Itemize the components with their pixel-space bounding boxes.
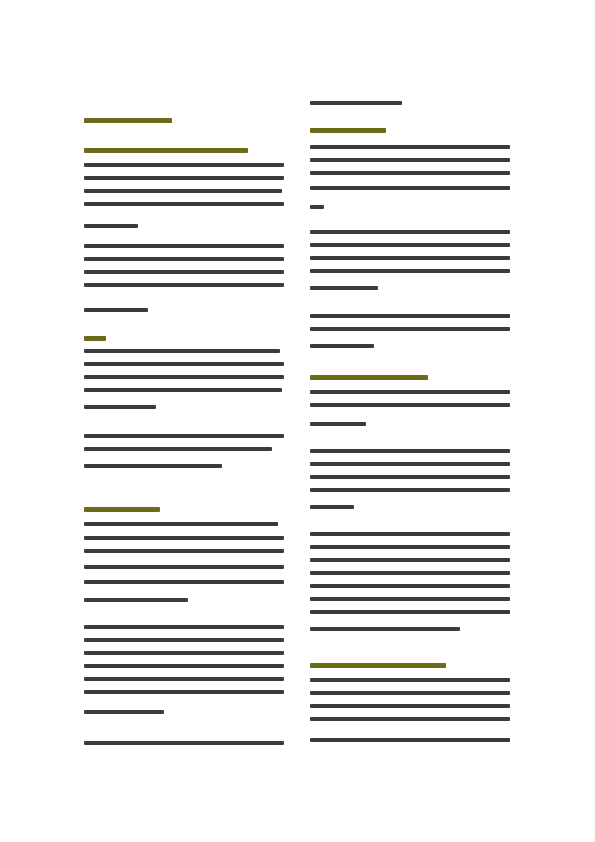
text-line <box>310 171 510 175</box>
text-line <box>310 422 366 426</box>
text-line <box>310 545 510 549</box>
text-line <box>310 145 510 149</box>
text-line <box>310 584 510 588</box>
text-line <box>310 256 510 260</box>
text-line <box>84 349 280 353</box>
text-line <box>310 691 510 695</box>
text-line <box>84 224 138 228</box>
text-line <box>310 101 402 105</box>
text-line <box>310 462 510 466</box>
text-line <box>310 627 460 631</box>
text-line <box>310 449 510 453</box>
text-line <box>310 571 510 575</box>
text-line <box>310 403 510 407</box>
text-line <box>310 678 510 682</box>
text-line <box>84 202 284 206</box>
section-heading <box>84 118 172 123</box>
text-line <box>84 549 284 553</box>
text-line <box>84 598 188 602</box>
text-line <box>310 158 510 162</box>
text-line <box>84 362 284 366</box>
text-line <box>84 405 156 409</box>
text-line <box>84 270 284 274</box>
text-line <box>310 532 510 536</box>
text-line <box>84 651 284 655</box>
text-line <box>84 690 284 694</box>
text-line <box>84 464 222 468</box>
text-line <box>310 186 510 190</box>
section-heading <box>84 148 248 153</box>
text-line <box>84 244 284 248</box>
text-line <box>310 610 510 614</box>
text-line <box>84 447 272 451</box>
text-line <box>310 738 510 742</box>
text-line <box>84 283 284 287</box>
text-line <box>310 390 510 394</box>
text-line <box>84 375 284 379</box>
text-line <box>310 314 510 318</box>
text-line <box>84 388 282 392</box>
text-line <box>84 434 284 438</box>
text-line <box>310 558 510 562</box>
text-line <box>310 717 510 721</box>
text-line <box>84 176 284 180</box>
text-line <box>310 243 510 247</box>
text-line <box>84 257 284 261</box>
text-line <box>84 565 284 569</box>
text-line <box>84 677 284 681</box>
text-line <box>310 205 324 209</box>
text-line <box>84 163 284 167</box>
text-line <box>84 625 284 629</box>
section-heading <box>310 375 428 380</box>
text-line <box>310 327 510 331</box>
text-line <box>84 664 284 668</box>
text-line <box>310 475 510 479</box>
text-line <box>310 505 354 509</box>
text-line <box>310 230 510 234</box>
text-line <box>84 580 284 584</box>
text-line <box>84 308 148 312</box>
section-heading <box>310 128 386 133</box>
text-line <box>84 710 164 714</box>
text-line <box>310 704 510 708</box>
section-heading <box>84 507 160 512</box>
text-line <box>310 286 378 290</box>
text-line <box>310 344 374 348</box>
text-line <box>84 536 284 540</box>
text-line <box>310 269 510 273</box>
text-line <box>84 522 278 526</box>
section-heading <box>310 663 446 668</box>
text-line <box>84 638 284 642</box>
text-line <box>310 597 510 601</box>
text-line <box>84 189 282 193</box>
text-line <box>84 741 284 745</box>
text-line <box>310 488 510 492</box>
section-heading <box>84 336 106 341</box>
